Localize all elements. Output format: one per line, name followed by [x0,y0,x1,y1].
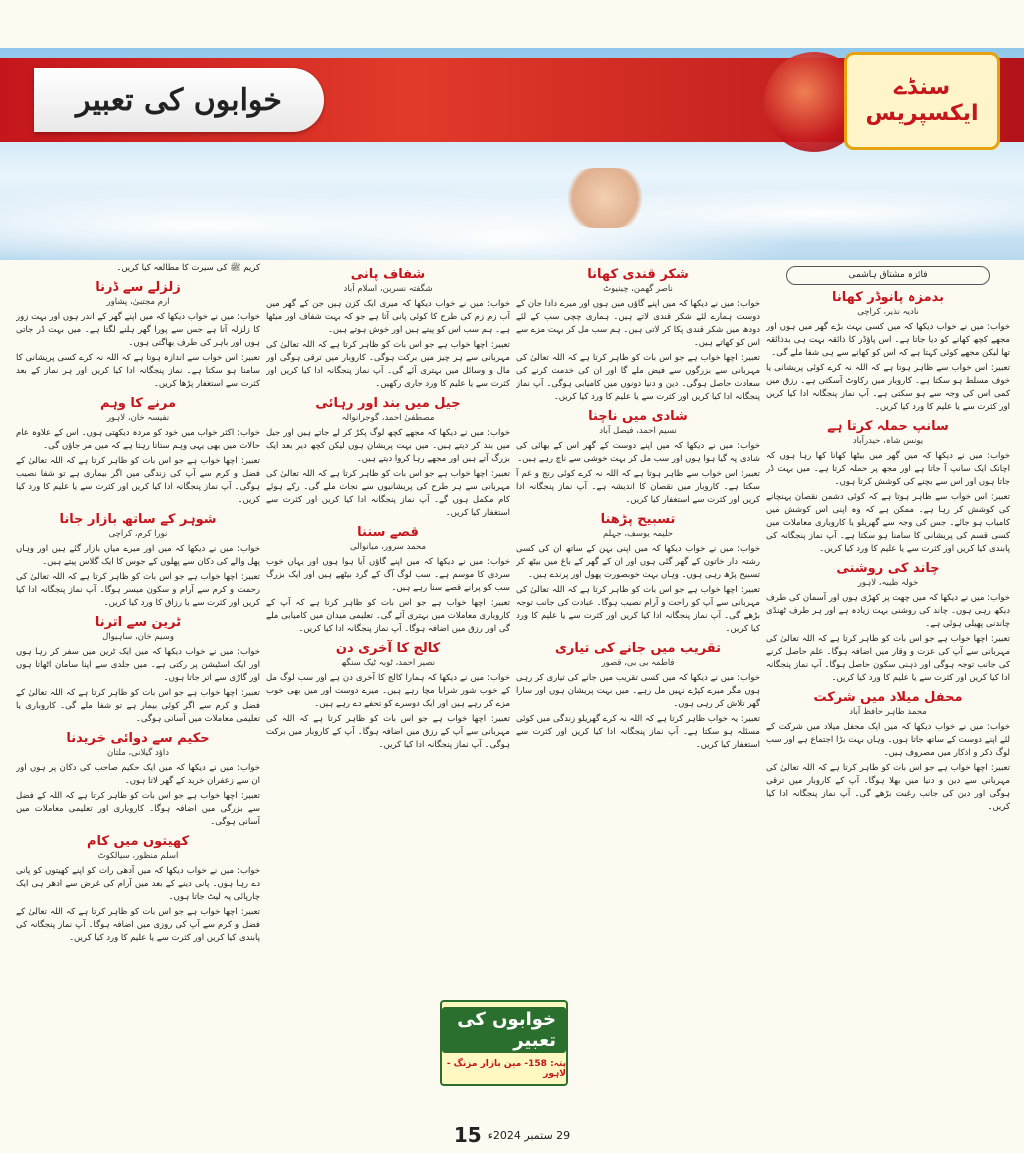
dream-article [16,833,260,945]
interpretation-text: تعبیر: یہ خواب ظاہر کرتا ہے کہ اللہ نہ کرے گھریلو زندگی میں کوئی مسئلہ ہو سکتا ہے۔ آپ نماز پنجگانہ ادا کیا کریں اور کثرت سے استغفار کیا کریں۔ [516,714,760,750]
interpretation-text: تعبیر: اس خواب سے ظاہر ہوتا ہے کہ اللہ نہ کرے کوئی رنج و غم آ سکتا ہے۔ کاروبار میں نقصان کا اندیشہ ہے۔ آپ نماز پنجگانہ ادا کریں اور کثرت سے استغفار کیا کریں۔ [516,469,760,505]
article-byline: محمد طاہر حافظ آباد [849,707,927,717]
page-footer [0,1124,1024,1146]
article-headline: چاند کی روشنی [836,561,940,576]
interpretation-text: تعبیر: اچھا خواب ہے جو اس بات کو ظاہر کرتا ہے کہ اللہ کے فضل سے بزرگی میں اضافہ ہوگا۔ کاروباری اور تعلیمی معاملات میں آسانی ہوگی۔ [16,791,260,827]
dream-article [16,279,260,391]
article-byline: نادیہ نذیر، کراچی [857,307,919,317]
dream-text: خواب: میں نے دیکھا کہ مجھے کچھ لوگ پکڑ کر لے جاتے ہیں اور جیل میں بند کر دیتے ہیں۔ میں بہت پریشان ہوں لیکن کچھ دیر بعد ایک بزرگ آتے ہیں اور مجھے رہا کروا دیتے ہیں۔ [266,428,510,464]
dream-article [16,395,260,507]
dream-text: خواب: میں نے دیکھا کہ میں اپنے گاؤں میں ہوں اور میرے دادا جان کے دوست ہمارے لئے شکر قندی لاتے ہیں۔ ہماری چچی سب کے لئے دودھ میں شکر قندی پکا کر لاتی ہیں۔ ہم سب مل کر بہت مزے سے اس کو کھاتے ہیں۔ [516,299,760,348]
section-title: خوابوں کی تعبیر [76,82,282,118]
article-headline: شادی میں ناچنا [588,409,688,424]
article-headline: تقریب میں جانے کی تیاری [554,641,722,656]
column-3 [266,262,510,1100]
dream-text: خواب: میں نے دیکھا کہ میں چھت پر کھڑی ہوں اور آسمان کی طرف دیکھ رہی ہوں۔ چاند کی روشنی بہت زیادہ ہے اور ہر طرف ٹھنڈی چاندنی پھیلی ہوئی ہے۔ [766,593,1010,629]
article-byline: نصیر احمد، ٹوبہ ٹیک سنگھ [341,658,435,668]
interpretation-text: تعبیر: اچھا خواب ہے جو اس بات کو ظاہر کرتا ہے کہ اللہ کی مہربانی سے آپ کے رزق میں اضافہ ہوگا۔ آپ کے کاروبار میں برکت ہوگی۔ آپ نماز پنجگانہ ادا کیا کریں۔ [266,714,510,750]
article-byline: محمد سرور، میانوالی [349,542,427,552]
dream-article [516,511,760,636]
dream-text: خواب: میں نے دیکھا کہ میں اور میرے میاں بازار گئے ہیں اور وہاں پھل والے کی دکان سے پھلوں کے جوس کا ایک گلاس پیتے ہیں۔ [16,544,260,567]
dream-article [16,730,260,829]
article-headline: شفاف پانی [350,267,426,282]
dream-text: خواب: میں نے دیکھا کہ میں کسی تقریب میں جانے کی تیاری کر رہی ہوں مگر میرے کپڑے نہیں مل رہے۔ میں بہت پریشان ہوں اور سارا گھر تلاش کر رہی ہوں۔ [516,673,760,709]
article-headline: ٹرین سے اترنا [94,615,182,630]
dream-article [516,640,760,752]
column-1 [766,262,1010,1100]
article-byline: نسیم احمد، فیصل آباد [599,426,677,436]
article-byline: نورا کرم، کراچی [108,529,168,539]
article-headline: شوہر کے ساتھ بازار جانا [59,512,217,527]
article-byline: فاطمہ بی بی، قصور [601,658,675,668]
dream-article [516,266,760,404]
dream-text: خواب: میں نے خواب دیکھا کہ میں اپنی بہن کے ساتھ ان کی کسی رشتہ دار خاتون کے گھر گئی ہوں اور ان کے گھر کے باغ میں بیٹھ کر تسبیح پڑھ رہی ہوں۔ وہاں بہت خوبصورت پھول اور پرندے ہیں۔ [516,544,760,580]
logo-line1: سنڈے [893,75,951,100]
article-headline: قصے سننا [357,525,419,540]
dream-text: خواب: میں نے دیکھا کہ میں اپنے دوست کے گھر اس کے بھائی کی شادی پہ گیا ہوا ہوں اور سب مل کر بہت خوشی سے ناچ رہے ہیں۔ [516,441,760,464]
dream-article [766,689,1010,814]
interpretation-text: تعبیر: اچھا خواب ہے جو اس بات کو ظاہر کرتا ہے کہ اللہ تعالیٰ کی مہربانی سے ہر طرح کی پریشانیوں سے نجات ملے گی۔ رکے ہوئے کام مکمل ہوں گے۔ آپ نماز پنجگانہ ادا کیا کریں اور کثرت سے استغفار کیا کریں۔ [266,469,510,518]
article-headline: کالج کا آخری دن [335,641,441,656]
article-byline: ارم مجتبیٰ، پشاور [106,297,170,307]
interpretation-text: تعبیر: اچھا خواب ہے جو اس بات کو ظاہر کرتا ہے کہ اللہ تعالیٰ کی مہربانی سے آپ کی عزت و وقار میں اضافہ ہوگا۔ علم حاصل کرنے کی جانب توجہ ہوگی اور ذہنی سکون حاصل ہوگا۔ آپ نماز پنجگانہ ادا کیا کریں اور کثرت سے یا علیم کا ورد کیا کریں۔ [766,634,1010,683]
continued-text: کریم ﷺ کی سیرت کا مطالعہ کیا کریں۔ [116,263,260,273]
article-headline: کھیتوں میں کام [86,834,190,849]
dream-article [266,395,510,520]
dream-text: خواب: میں نے دیکھا کہ میں اپنے گاؤں آیا ہوا ہوں اور یہاں خوب سردی کا موسم ہے۔ سب لوگ آگ کے گرد بیٹھے ہیں اور ایک بزرگ سب کو پرانے قصے سنا رہے ہیں۔ [266,557,510,593]
sunday-express-logo [844,52,1000,150]
article-columns [14,262,1010,1100]
dream-text: خواب: میں نے خواب دیکھا کہ میں اپنے گھر کے اندر ہوں اور بہت زور کا زلزلہ آتا ہے جس سے پورا گھر ہلنے لگتا ہے۔ میں بہت ڈر جاتی ہوں اور باہر کی طرف بھاگتی ہوں۔ [16,312,260,348]
article-byline: داؤد گیلانی، ملتان [106,748,170,758]
dream-article [266,266,510,391]
address-box [440,1000,568,1086]
interpretation-text: تعبیر: اچھا خواب ہے جو اس بات کو ظاہر کرتا ہے کہ اللہ تعالیٰ کے فضل و کرم سے آپ کی روزی میں اضافہ ہوگا۔ آپ نماز پنجگانہ کی پابندی کیا کریں اور کثرت سے یا علیم کا ورد کیا کریں۔ [16,907,260,943]
interpretation-text: تعبیر: اچھا خواب ہے جو اس بات کو ظاہر کرتا ہے کہ اللہ تعالیٰ کی مہربانی سے آپ کو راحت و آرام نصیب ہوگا۔ عبادت کی جانب توجہ بڑھے گی۔ آپ نماز پنجگانہ ادا کیا کریں اور کثرت سے یا علیم کا ورد کیا کریں۔ [516,585,760,634]
article-byline: حلیمہ یوسف، جہلم [602,529,674,539]
dream-text: خواب: میں نے خواب دیکھا کہ میں ایک ٹرین میں سفر کر رہا ہوں اور ایک اسٹیشن پر رکتی ہے۔ میں جلدی سے اپنا سامان اٹھاتا ہوں اور گاڑی سے اتر جاتا ہوں۔ [16,647,260,683]
article-headline: جیل میں بند اور رہائی [315,396,461,411]
page-number: 15 [453,1123,482,1147]
dream-article [16,511,260,610]
article-byline: یونس شاہ، حیدرآباد [852,436,924,446]
interpretation-text: تعبیر: اچھا خواب ہے جو اس بات کو ظاہر کرتا ہے کہ اللہ تعالیٰ کی رحمت و کرم سے آرام و سکون میسر ہوگا۔ آپ نماز پنجگانہ ادا کیا کریں اور کثرت سے یا رزاق کا ورد کیا کریں۔ [16,572,260,608]
header-banner [0,48,1024,260]
article-headline: بدمزہ پانوڈر کھانا [831,290,945,305]
dream-article [766,418,1010,556]
article-byline: شگفتہ نسرین، اسلام آباد [343,284,433,294]
dream-text: خواب: میں نے خواب دیکھا کہ میں کسی بہت بڑے گھر میں ہوں اور مجھے کچھ کھانے کو دیا جاتا ہے۔ اس پاؤڈر کا ذائقہ بہت ہی بدذائقہ تھا لیکن مجھے کوئی کہتا ہے کہ اس کو کھانے سے ہی شفا ملے گی۔ [766,322,1010,358]
interpretation-text: تعبیر: اس خواب سے ظاہر ہوتا ہے کہ اللہ نہ کرے کوئی پریشانی یا خوف مسلط ہو سکتا ہے۔ کاروبار میں رکاوٹ آسکتی ہے۔ رزق میں کمی اس کی وجہ سے ہو سکتی ہے۔ آپ نماز پنجگانہ ادا کیا کریں اور کثرت سے یا علیم کا ورد کیا کریں۔ [766,363,1010,412]
address-box-title: خوابوں کی تعبیر [442,1007,566,1053]
dream-article [266,524,510,636]
interpretation-text: تعبیر: اس خواب سے ظاہر ہوتا ہے کہ کوئی دشمن نقصان پہنچانے کی کوشش کر رہا ہے۔ ممکن ہے کہ وہ اپنی اس کوشش میں کامیاب ہو جائے۔ جس کی وجہ سے گھریلو یا کاروباری معاملات میں کسی قسم کی پریشانی کا سامنا ہو سکتا ہے۔ آپ نماز پنجگانہ کی پابندی کیا کریں اور کثرت سے یا علیم کا ورد کیا کریں۔ [766,492,1010,554]
article-byline: خولہ طیبہ، لاہور [857,578,919,588]
dream-text: خواب: میں نے خواب دیکھا کہ میری ایک کزن ہیں جن کے گھر میں آب زم زم کی طرح کا کوئی پانی آتا ہے جو کہ بہت شفاف اور میٹھا ہے۔ ہم سب اس کو پیتے ہیں اور خوش ہوتے ہیں۔ [266,299,510,335]
dream-article [16,614,260,726]
article-headline: تسبیح پڑھنا [600,512,676,527]
article-byline: مصطفیٰ احمد، گوجرانوالہ [341,413,435,423]
dream-text: خواب: میں نے دیکھا کہ میں گھر میں بیٹھا کھانا کھا رہا ہوں کہ اچانک ایک سانپ آ جاتا ہے اور مجھ پر حملہ کرتا ہے۔ میں بہت ڈر جاتا ہوں اور اس سے بچنے کی کوشش کرتا ہوں۔ [766,451,1010,487]
article-headline: حکیم سے دوائی خریدنا [66,731,210,746]
article-headline: مرنے کا وہم [99,396,177,411]
column-4 [16,262,260,1100]
article-headline: محفل میلاد میں شرکت [813,690,963,705]
article-byline: ناصر گھمن، چینیوٹ [603,284,673,294]
sleeping-child-illustration [560,168,650,228]
article-headline: زلزلے سے ڈرنا [95,280,181,295]
interpretation-text: تعبیر: اس خواب سے اندازہ ہوتا ہے کہ اللہ نہ کرے کسی پریشانی کا سامنا ہو سکتا ہے۔ نماز پنجگانہ ادا کیا کریں اور ہر نماز کے بعد کثرت سے استغفار پڑھا کریں۔ [16,353,260,389]
column-2 [516,262,760,1100]
section-title-box [34,68,324,132]
interpretation-text: تعبیر: اچھا خواب ہے جو اس بات کو ظاہر کرتا ہے کہ اللہ تعالیٰ کی مہربانی سے بزرگوں سے فیض ملے گا اور ان کی خدمت کرنے کی سعادت حاصل ہوگی۔ دین و دنیا دونوں میں کامیابی ہوگی۔ آپ نماز پنجگانہ ادا کیا کریں اور کثرت سے یا علیم کا ورد کیا کریں۔ [516,353,760,402]
interpretation-text: تعبیر: اچھا خواب ہے جو اس بات کو ظاہر کرتا ہے کہ اللہ تعالیٰ کے فضل و کرم سے آپ کی زندگی میں اگر بیماری ہے تو شفا نصیب ہوگی۔ آپ نماز پنجگانہ ادا کیا کریں اور کثرت سے یا علیم کا ورد کیا کریں۔ [16,456,260,505]
interpretation-text: تعبیر: اچھا خواب ہے جو اس بات کو ظاہر کرتا ہے کہ اللہ تعالیٰ کی مہربانی سے دین و دنیا میں بھلا ہوگا۔ آپ کے کاروبار میں ترقی ہوگی اور دین کی جانب رغبت بڑھے گی۔ آپ نماز پنجگانہ ادا کیا کریں۔ [766,763,1010,812]
address-box-text: پتہ: 158- مین بازار مزنگ - لاہور [446,1059,566,1079]
article-byline: نفیسہ خان، لاہور [106,413,170,423]
dream-text: خواب: اکثر خواب میں خود کو مردہ دیکھتی ہوں۔ اس کے علاوہ عام حالات میں بھی یہی وہم ستاتا رہتا ہے کہ میں مر جاؤں گی۔ [16,428,260,451]
dream-article [516,408,760,507]
article-byline: اسلم منظور، سیالکوٹ [97,851,179,861]
interpretation-text: تعبیر: اچھا خواب ہے جو اس بات کو ظاہر کرتا ہے کہ اللہ تعالیٰ کی مہربانی سے ہر چیز میں برکت ہوگی۔ کاروبار میں ترقی ہوگی اور مال و وسائل میں بہتری آئے گی۔ آپ نماز پنجگانہ ادا کیا کریں اور کثرت سے یا علیم کا ورد جاری رکھیں۔ [266,340,510,389]
dream-article [766,289,1010,414]
dream-text: خواب: میں نے دیکھا کہ ہمارا کالج کا آخری دن ہے اور سب لوگ مل کے خوب شور شرابا مچا رہے ہیں۔ میرے دوست اور میں بھی خوب مزے کر رہے ہیں اور ایک دوسرے کو تحفے دے رہے ہیں۔ [266,673,510,709]
article-headline: شکر قندی کھانا [587,267,689,282]
article-byline: وسیم خان، ساہیوال [102,632,174,642]
dream-text: خواب: میں نے خواب دیکھا کہ میں ایک محفل میلاد میں شرکت کے لئے اپنے دوست کے ساتھ جاتا ہوں۔ وہاں بہت بڑا اجتماع ہے اور سب لوگ ذکر و اذکار میں مصروف ہیں۔ [766,722,1010,758]
logo-line2: ایکسپریس [865,101,979,126]
issue-date: 29 ستمبر 2024ء [487,1128,571,1142]
dream-article [266,640,510,752]
dream-text: خواب: میں نے دیکھا کہ میں ایک حکیم صاحب کی دکان پر ہوں اور ان سے زعفران خرید کے گھر لاتا ہوں۔ [16,763,260,786]
columnist-name-box: فائزہ مشتاق ہاشمی [786,266,990,285]
interpretation-text: تعبیر: اچھا خواب ہے جو اس بات کو ظاہر کرتا ہے کہ آپ کے کاروباری معاملات میں بہتری آئے گی۔ تعلیمی میدان میں کامیابی ملے گی اور رزق میں اضافہ ہوگا۔ آپ نماز پنجگانہ ادا کیا کریں۔ [266,598,510,634]
dream-article [766,560,1010,685]
clouds-illustration [0,144,1024,260]
dream-text: خواب: میں نے خواب دیکھا کہ میں آدھی رات کو اپنے کھیتوں کو پانی دے رہا ہوں۔ پانی دینے کے بعد میں آرام کی غرض سے ادھر ہی ایک چارپائی پہ لیٹ جاتا ہوں۔ [16,866,260,902]
article-headline: سانپ حملہ کرتا ہے [827,419,949,434]
interpretation-text: تعبیر: اچھا خواب ہے جو اس بات کو ظاہر کرتا ہے کہ اللہ تعالیٰ کے فضل و کرم سے اگر کوئی بیمار ہے تو شفا ملے گی۔ کاروباری یا تعلیمی معاملات میں آسانی ہوگی۔ [16,688,260,724]
